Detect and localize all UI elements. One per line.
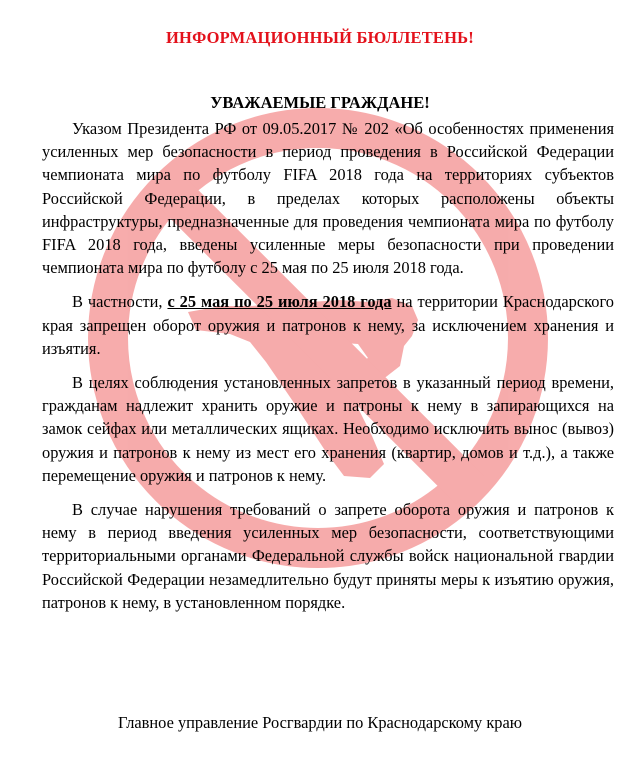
ban-intro-text: В частности, <box>72 292 168 312</box>
greeting-heading: УВАЖАЕМЫЕ ГРАЖДАНЕ! <box>210 93 430 112</box>
paragraph-ban-period <box>42 290 614 360</box>
bulletin-title: ИНФОРМАЦИОННЫЙ БЮЛЛЕТЕНЬ! <box>166 28 474 47</box>
ban-details-text: на территории Краснодарского края запрещен оборот оружия и патронов к нему, за исключением хранения и изъятия. <box>42 292 614 358</box>
footer-signature: Главное управление Росгвардии по Краснодарскому краю <box>117 713 523 732</box>
paragraph-storage-rules: В целях соблюдения установленных запретов в указанный период времени, гражданам надлежит хранить оружие и патроны к нему в запирающихся на замок сейфах или металлических ящиках. Необходимо исключить вынос (вывоз) оружия и патронов к нему из мест его хранения (квартир, домов и т.д.), а также перемещение оружия и патронов к нему. <box>42 373 614 485</box>
paragraph-decree: Указом Президента РФ от 09.05.2017 № 202 «Об особенностях применения усиленных мер безопасности в период проведения в Российской Федерации чемпионата мира по футболу FIFA 2018 года на территориях субъектов Российской Федерации, в пределах которых расположены объекты инфраструктуры, предназначенные для проведения чемпионата мира по футболу FIFA 2018 года, введены усиленные меры безопасности при проведении чемпионата мира по футболу с 25 мая по 25 июля 2018 года. <box>42 119 614 278</box>
bulletin-body <box>42 117 614 625</box>
paragraph-violation-consequences: В случае нарушения требований о запрете оборота оружия и патронов к нему в период введения усиленных мер безопасности, соответствующими территориальными органами Федеральной службы войск национальной гвардии Российской Федерации незамедлительно будут приняты меры к изъятию оружия, патронов к нему, в установленном порядке. <box>42 500 614 612</box>
ban-dates-highlight: с 25 мая по 25 июля 2018 года <box>167 292 392 312</box>
